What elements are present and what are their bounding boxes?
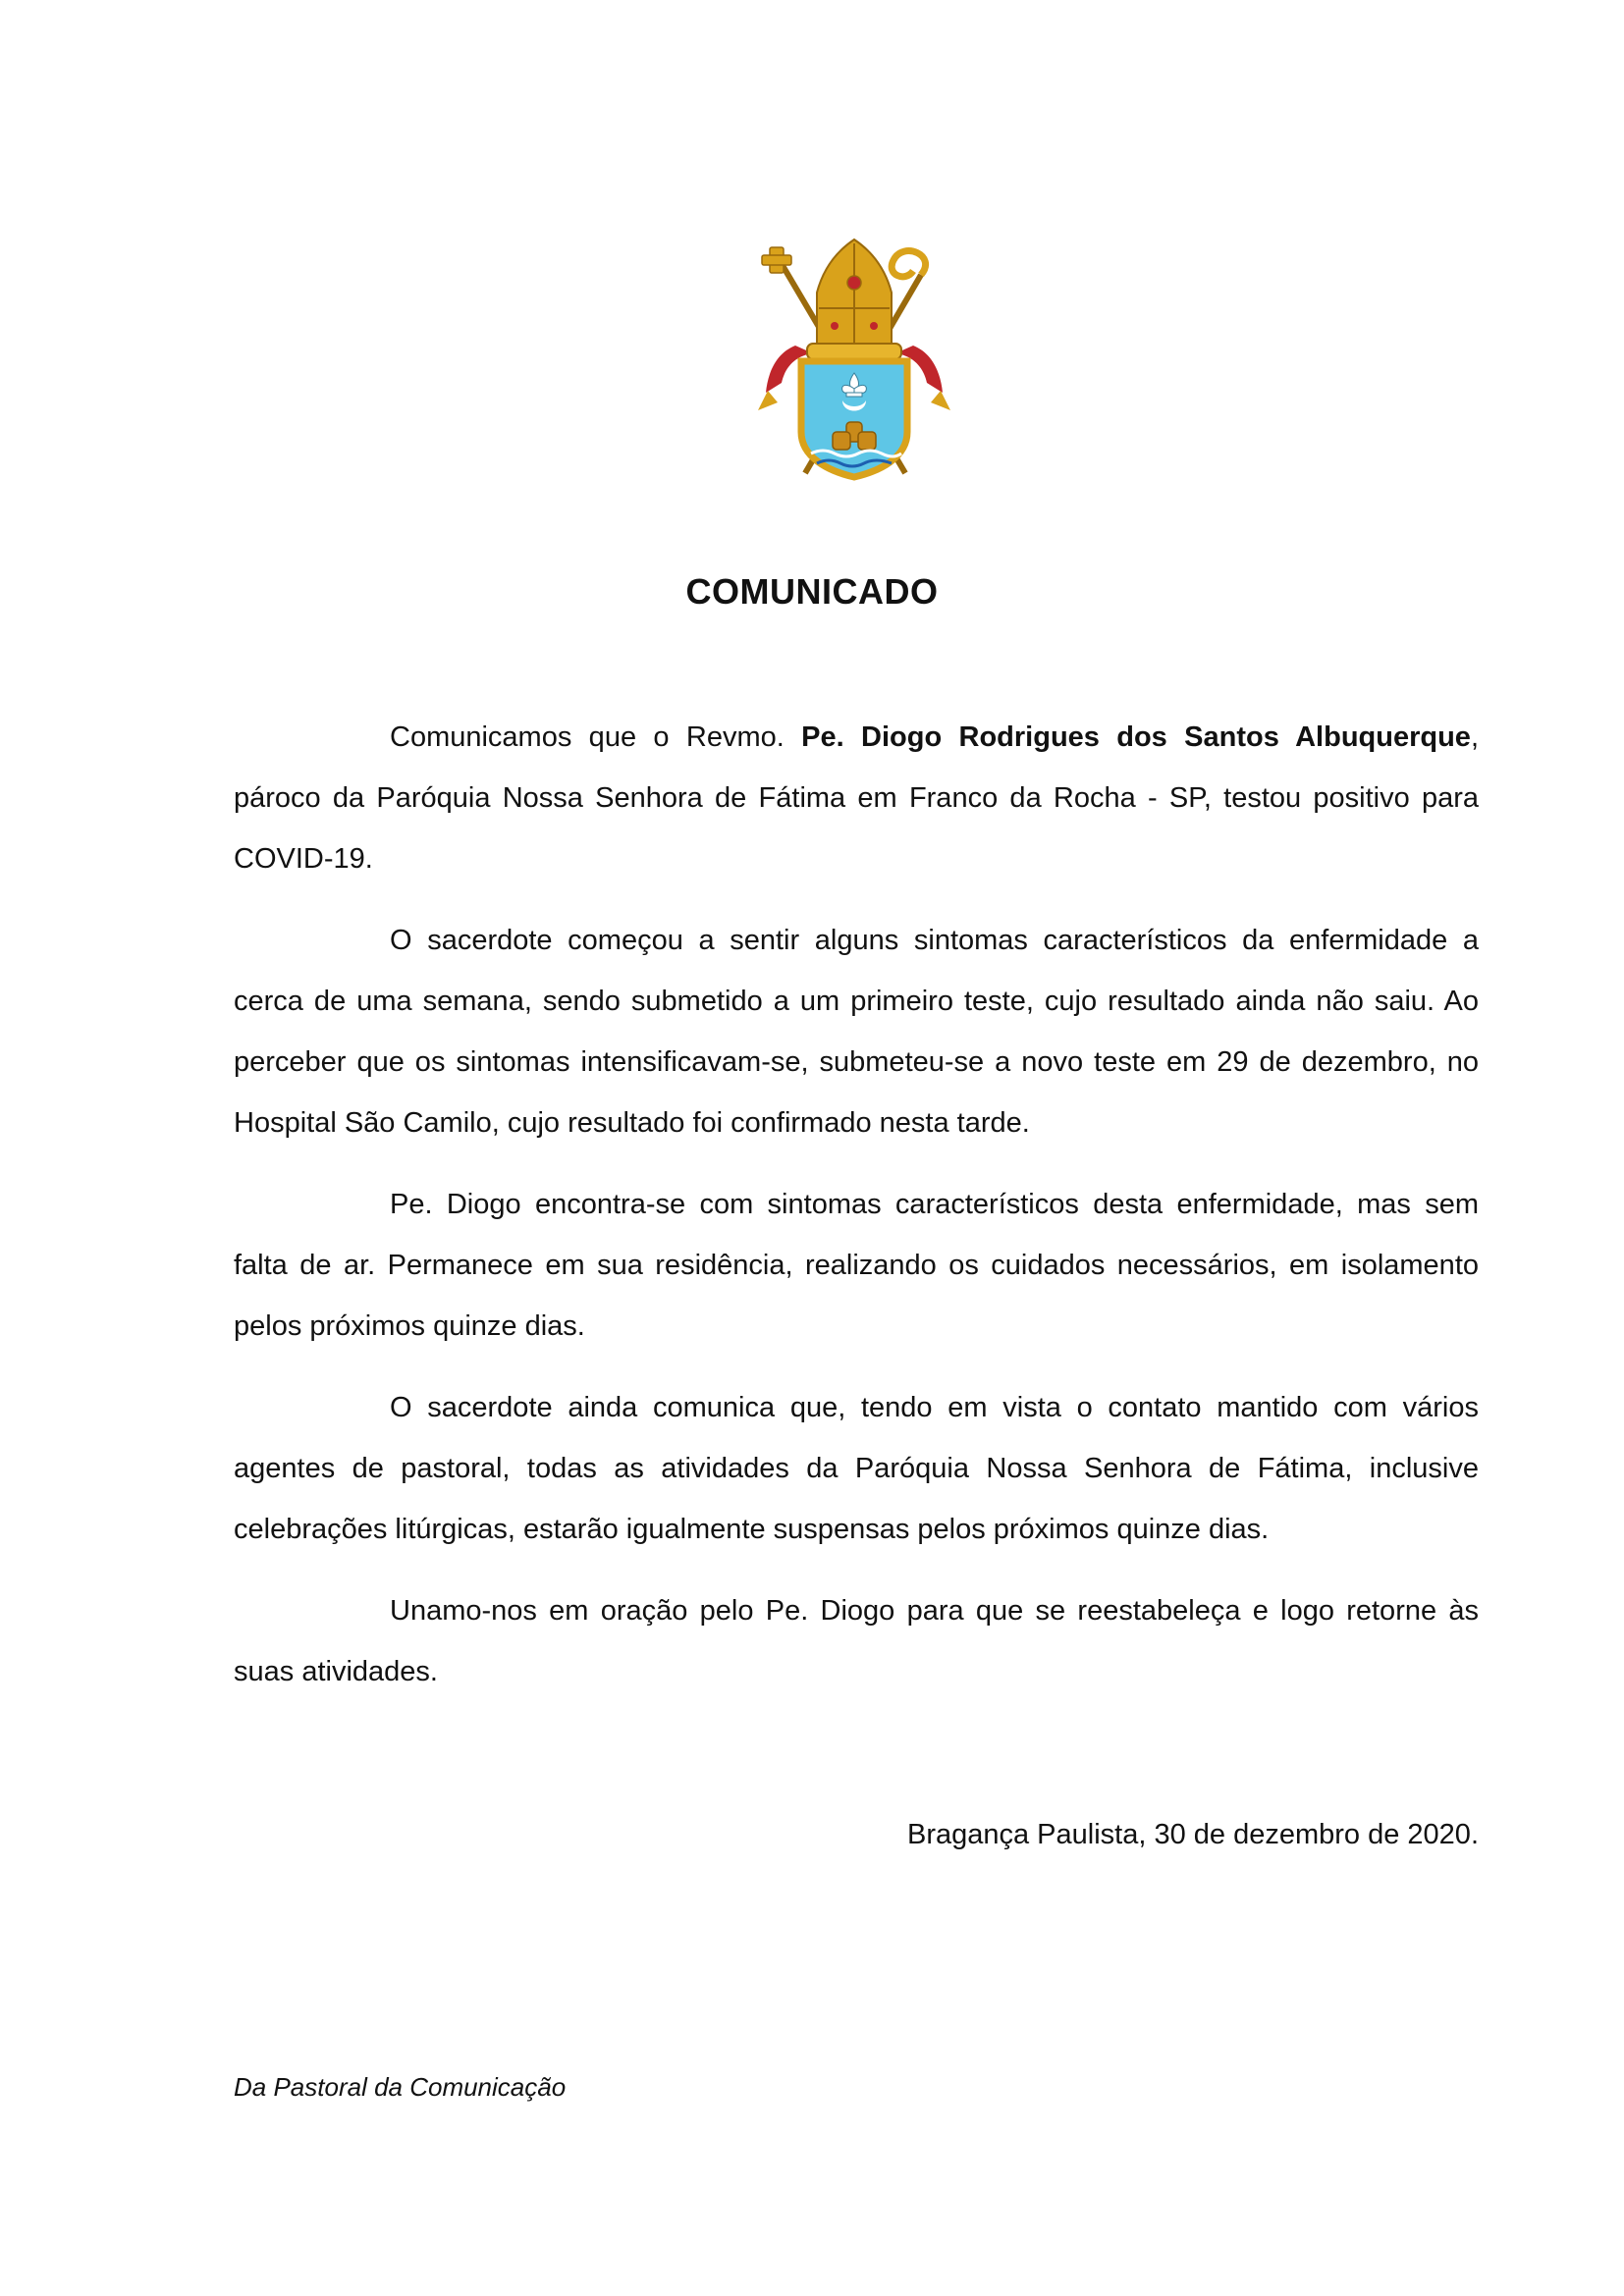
paragraph-tail-text: , pároco da Paróquia Nossa Senhora de Fátima em Franco da Rocha - SP, testou positivo para COVID-19. xyxy=(234,721,1480,875)
paragraph-suspension: O sacerdote ainda comunica que, tendo em vista o contato mantido com vários agentes de pastoral, todas as atividades da Paróquia Nossa Senhora de Fátima, inclusive celebrações litúrgicas, estarão igualmente suspensas pelos próximos quinze dias. xyxy=(234,1392,1479,1545)
paragraph-symptoms: O sacerdote começou a sentir alguns sintomas característicos da enfermidade a cerca de uma semana, sendo submetido a um primeiro teste, cujo resultado ainda não saiu. Ao perceber que os sintomas intensificavam-se, submeteu-se a novo teste em 29 de dezembro, no Hospital São Camilo, cujo resultado foi confirmado nesta tarde. xyxy=(234,925,1479,1139)
paragraph-lead-text: Comunicamos que o Revmo. xyxy=(390,721,802,753)
diocesan-coat-of-arms-icon xyxy=(756,236,952,481)
paragraph-announcement xyxy=(234,707,1479,889)
document-body xyxy=(234,707,1479,1723)
document-title: COMUNICADO xyxy=(685,571,939,612)
footer-signature: Da Pastoral da Comunicação xyxy=(234,2072,567,2102)
paragraph-prayer: Unamo-nos em oração pelo Pe. Diogo para que se reestabeleça e logo retorne às suas atividades. xyxy=(234,1595,1479,1687)
paragraph-condition: Pe. Diogo encontra-se com sintomas característicos desta enfermidade, mas sem falta de ar. Permanece em sua residência, realizando os cuidados necessários, em isolamento pelos próximos quinze dias. xyxy=(234,1189,1479,1342)
place-date: Bragança Paulista, 30 de dezembro de 2020. xyxy=(906,1819,1479,1850)
priest-name: Pe. Diogo Rodrigues dos Santos Albuquerque xyxy=(801,721,1471,753)
